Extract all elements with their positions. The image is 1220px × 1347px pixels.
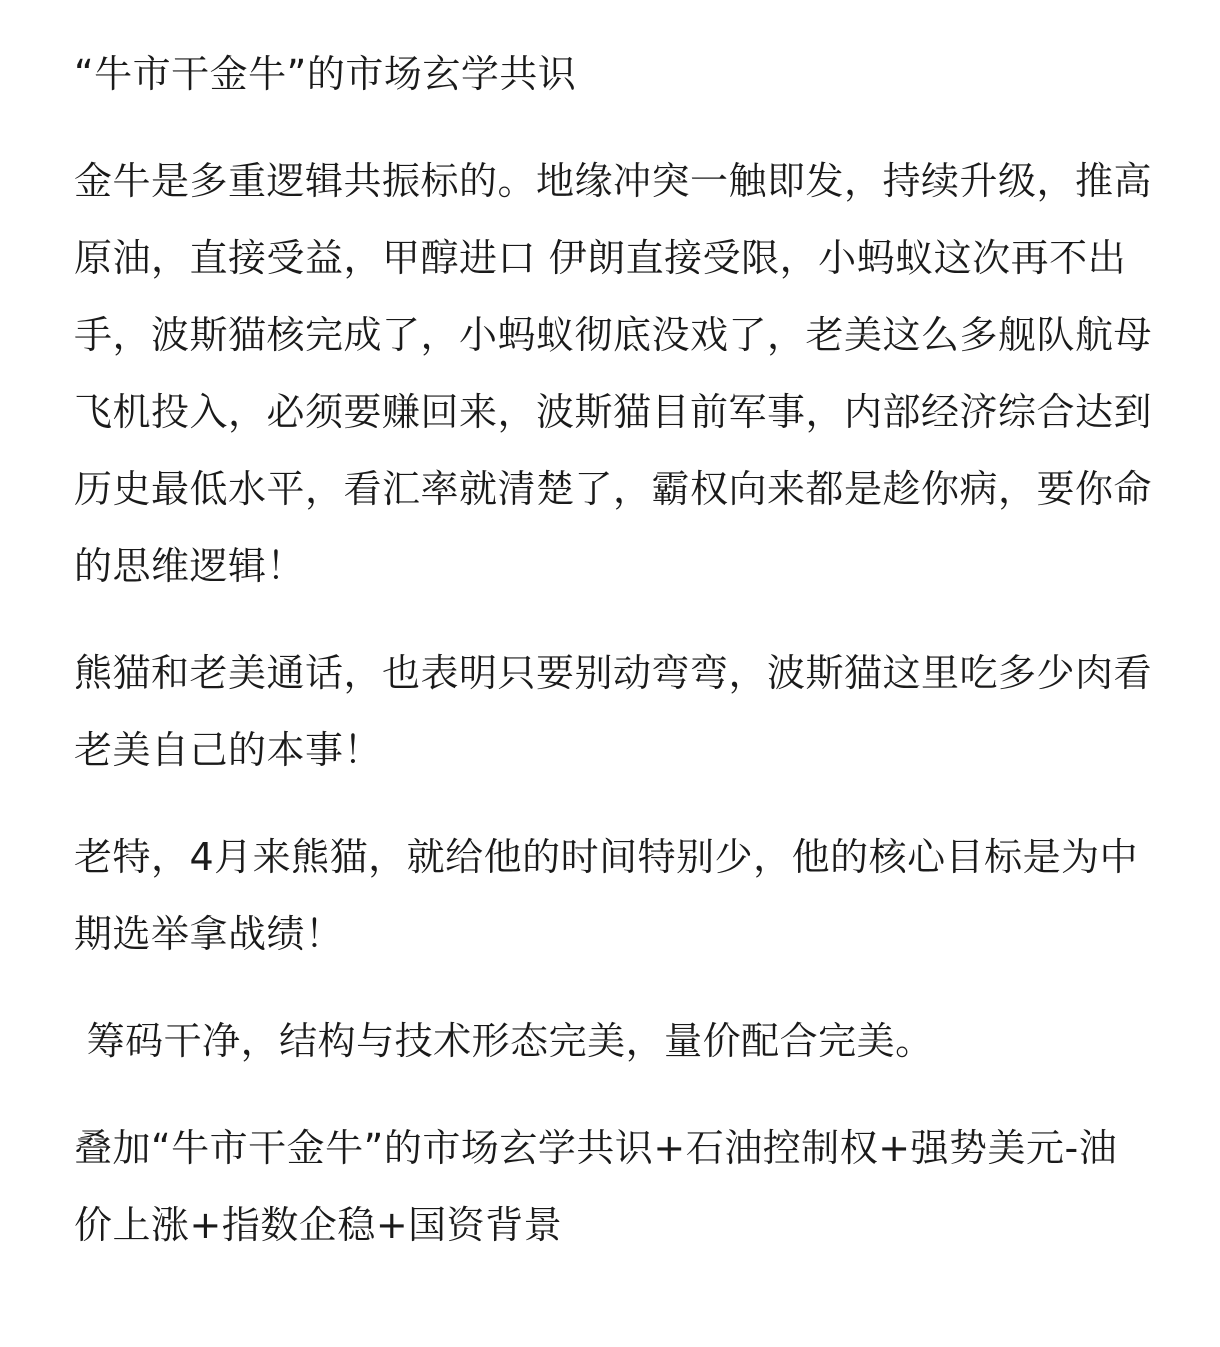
article-body: [74, 36, 1154, 1264]
paragraph-summary: 叠加“牛市干金牛”的市场玄学共识+石油控制权+强势美元-油价上涨+指数企稳+国资背景: [74, 1126, 1118, 1247]
paragraph-geopolitics: 金牛是多重逻辑共振标的。地缘冲突一触即发，持续升级，推高原油，直接受益，甲醇进口 伊朗直接受限，小蚂蚁这次再不出手，波斯猫核完成了，小蚂蚁彻底没戏了，老美这么多舰队航母飞机投入，必须要赚回来，波斯猫目前军事，内部经济综合达到历史最低水平，看汇率就清楚了，霸权向来都是趁你病，要你命的思维逻辑！: [74, 159, 1153, 588]
paragraph-trump-visit: 老特，4月来熊猫，就给他的时间特别少，他的核心目标是为中期选举拿战绩！: [74, 835, 1139, 956]
paragraph-panda-call: 熊猫和老美通话，也表明只要别动弯弯，波斯猫这里吃多少肉看老美自己的本事！: [74, 651, 1153, 772]
article-title: “牛市干金牛”的市场玄学共识: [74, 52, 577, 96]
paragraph-chips: 筹码干净，结构与技术形态完美，量价配合完美。: [74, 1019, 934, 1063]
